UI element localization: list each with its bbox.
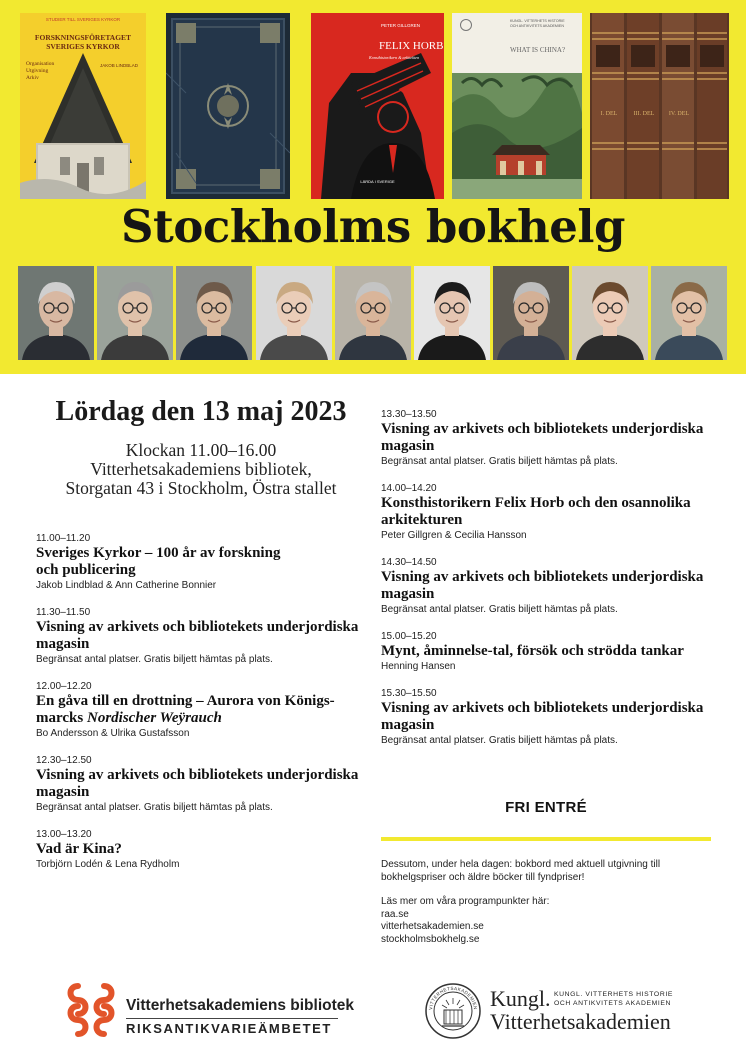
program-title: Vad är Kina? [36,841,122,857]
program-item [36,606,366,666]
header-banner [0,0,746,374]
book-title: FORSKNINGSFÖRETAGET SVERIGES KYRKOR [34,33,132,51]
program-title: Visning av arkivets och bibliotekets underjordiska magasin [381,700,704,733]
book-cover-what-is-china [452,13,582,199]
speaker-portrait [176,266,252,360]
bookmarket-note: Dessutom, under hela dagen: bokbord med aktuell utgivning till bokhelgspriser och äldre böcker till fyndpriser! [381,859,661,883]
program-time: 11.00–11.20 [36,533,91,544]
book-footer: LÄRDA I SVERIGE [360,179,395,184]
program-item [36,680,366,740]
program-time: 11.30–11.50 [36,607,91,618]
link-raa[interactable]: raa.se [381,908,409,920]
seal-text: VITTERHETSAKADEMIEN [427,985,479,1011]
program-title-italic: Nordischer Weÿrauch [86,710,222,726]
program-item [381,482,716,542]
program-title: Visning av arkivets och bibliotekets underjordiska magasin [381,421,704,454]
speaker-portrait [651,266,727,360]
logo-rule [126,1018,338,1019]
program-item [381,408,716,468]
program-speakers: Torbjörn Lodén & Lena Rydholm [36,859,180,870]
event-venue [40,441,362,498]
link-stockholmsbokhelg[interactable]: stockholmsbokhelg.se [381,933,480,945]
book-title: FELIX HORB [379,40,444,52]
extra-info [381,859,716,946]
speaker-portrait [18,266,94,360]
program-speakers: Peter Gillgren & Cecilia Hansson [381,530,527,541]
logo-kungl: Kungl. [490,986,551,1011]
program-title: Konsthistorikern Felix Horb och den osannolika arkitekturen [381,495,691,528]
speaker-portrait [335,266,411,360]
program-note: Begränsat antal platser. Gratis biljett hämtas på plats. [381,735,618,746]
program-column-left [36,532,366,885]
program-time: 14.00–14.20 [381,483,437,494]
speaker-portrait [414,266,490,360]
logo-raa-name: RIKSANTIKVARIEÄMBETET [126,1021,332,1036]
program-time: 12.30–12.50 [36,755,92,766]
book-author: PETER GILLGREN [381,23,421,28]
program-speakers: Bo Andersson & Ulrika Gustafsson [36,728,190,739]
venue-line: Storgatan 43 i Stockholm, Östra stallet [65,478,337,498]
program-item [36,828,366,871]
book-cover-felix-horb [311,13,444,199]
vitterhetsakademiens-bibliotek-logo-icon [64,980,122,1040]
book-title: WHAT IS CHINA? [510,46,566,54]
divider [381,837,711,841]
speaker-portrait [493,266,569,360]
program-title: Visning av arkivets och bibliotekets underjordiska magasin [36,767,359,800]
program-item [381,687,716,747]
link-vitterhetsakademien[interactable]: vitterhetsakademien.se [381,921,484,932]
logo-vitterhetsakademien: Vitterhetsakademien [490,1009,671,1034]
event-hours: Klockan 11.00–16.00 [125,440,277,460]
free-entry-label: FRI ENTRÉ [505,799,587,816]
book-subtitle: Konsthistorikern & arkitekten [369,55,420,60]
program-time: 15.30–15.50 [381,688,437,699]
program-item [381,630,716,673]
book-cover-leather-binding [166,13,290,199]
book-cover-antique-spines [590,13,729,199]
program-speakers: Jakob Lindblad & Ann Catherine Bonnier [36,580,217,591]
program-note: Begränsat antal platser. Gratis biljett hämtas på plats. [381,604,618,615]
book-spine-label: I. DEL [600,111,618,117]
program-speakers: Henning Hansen [381,661,456,672]
program-item [36,754,366,814]
book-spine-label: III. DEL [633,111,655,117]
program-time: 12.00–12.20 [36,681,92,692]
main-title: Stockholms bokhelg [121,200,625,253]
academy-seal-icon [424,982,482,1040]
book-publisher: KUNGL. VITTERHETS HISTORIE OCH ANTIKVITETS AKADEMIEN [510,19,565,28]
book-cover-sveriges-kyrkor [20,13,146,199]
program-item [381,556,716,616]
program-note: Begränsat antal platser. Gratis biljett hämtas på plats. [381,456,618,467]
book-author: JAKOB LINDBLAD [99,63,138,68]
program-note: Begränsat antal platser. Gratis biljett hämtas på plats. [36,802,273,813]
program-title: Sveriges Kyrkor – 100 år av forskning och publicering [36,545,281,578]
book-spine-label: IV. DEL [668,111,690,117]
more-info-label: Läs mer om våra programpunkter här: [381,896,550,907]
program-title: Mynt, åminnelse-tal, försök och strödda tankar [381,643,684,659]
academy-seal-icon [460,19,472,31]
program-time: 15.00–15.20 [381,631,437,642]
event-date: Lördag den 13 maj 2023 [55,396,347,427]
program-title: Visning av arkivets och bibliotekets underjordiska magasin [381,569,704,602]
program-time: 14.30–14.50 [381,557,437,568]
book-series-label: STUDIER TILL SVERIGES KYRKOR [45,17,121,22]
speaker-portrait [256,266,332,360]
logo-library-name: Vitterhetsakademiens bibliotek [126,997,354,1014]
program-column-right [381,408,716,761]
program-title: En gåva till en drottning – Aurora von Königs- marcks Nordischer Weÿrauch [36,693,335,726]
speaker-portrait [572,266,648,360]
program-title: Visning av arkivets och bibliotekets underjordiska magasin [36,619,359,652]
program-time: 13.30–13.50 [381,409,437,420]
venue-line: Vitterhetsakademiens bibliotek, [90,459,312,479]
speaker-portrait [97,266,173,360]
program-note: Begränsat antal platser. Gratis biljett hämtas på plats. [36,654,273,665]
logo-academy-fullname: KUNGL. VITTERHETS HISTORIE OCH ANTIKVITETS AKADEMIEN [554,991,673,1007]
book-subtitle: Organisation Utgivning Arkiv [26,61,55,81]
program-item [36,532,366,592]
program-time: 13.00–13.20 [36,829,92,840]
